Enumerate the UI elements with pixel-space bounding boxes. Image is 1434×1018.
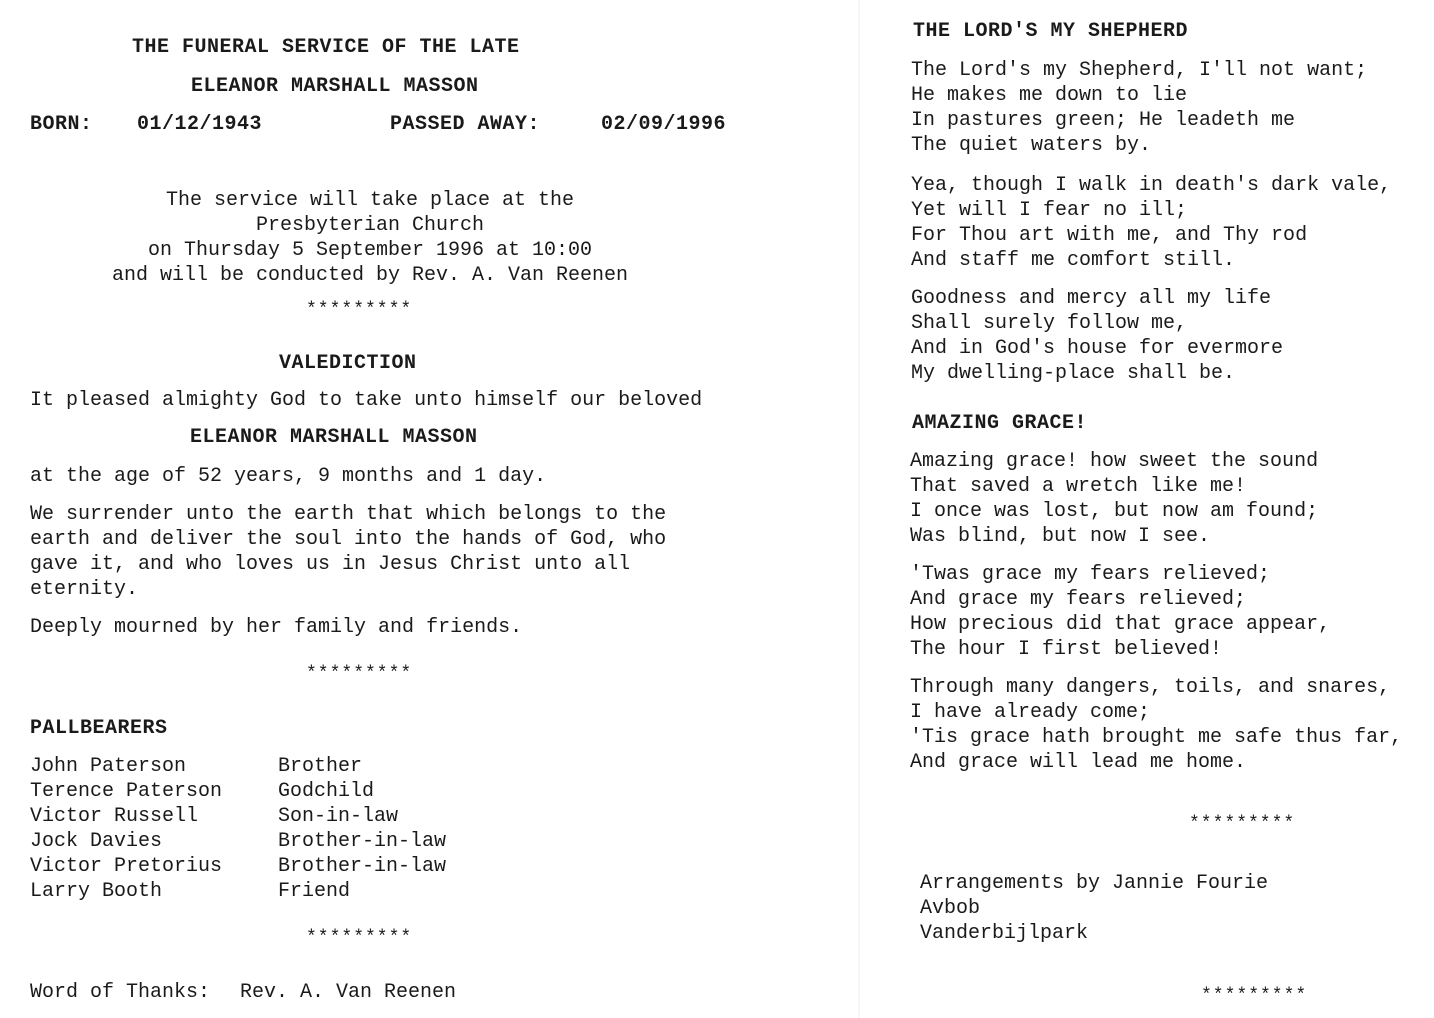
service-line: Presbyterian Church xyxy=(255,214,485,237)
pallbearer-name: Larry Booth xyxy=(30,880,163,903)
hymn-line: 'Twas grace my fears relieved; xyxy=(910,563,1271,586)
pallbearer-name: John Paterson xyxy=(30,755,187,778)
hymn-line: I once was lost, but now am found; xyxy=(910,500,1319,523)
pallbearer-relation: Brother xyxy=(278,755,363,778)
surrender-line: gave it, and who loves us in Jesus Christ unto all xyxy=(30,553,631,576)
surrender-paragraph xyxy=(30,502,666,602)
born-date: 01/12/1943 xyxy=(137,113,263,136)
separator: ********* xyxy=(1189,814,1296,834)
hymn-title-amazing-grace: AMAZING GRACE! xyxy=(912,412,1088,435)
pallbearer-name: Terence Paterson xyxy=(30,780,223,803)
separator: ********* xyxy=(306,300,413,320)
word-of-thanks-label: Word of Thanks: xyxy=(30,981,211,1004)
title-line-1: THE FUNERAL SERVICE OF THE LATE xyxy=(132,36,520,59)
service-details xyxy=(60,188,680,288)
age-line: at the age of 52 years, 9 months and 1 day. xyxy=(30,465,547,488)
born-label: BORN: xyxy=(30,113,93,136)
valediction-intro: It pleased almighty God to take unto himself our beloved xyxy=(30,389,703,412)
passed-away-label: PASSED AWAY: xyxy=(390,113,541,136)
pallbearers-heading: PALLBEARERS xyxy=(30,717,168,740)
service-line: The service will take place at the xyxy=(165,189,575,212)
hymn-line: That saved a wretch like me! xyxy=(910,475,1247,498)
mourned-line: Deeply mourned by her family and friends. xyxy=(30,616,523,639)
valediction-heading: VALEDICTION xyxy=(279,352,417,375)
separator: ********* xyxy=(306,664,413,684)
hymn-line: He makes me down to lie xyxy=(911,84,1188,107)
separator: ********* xyxy=(306,928,413,948)
pallbearer-relations xyxy=(278,754,446,904)
hymn-line: Through many dangers, toils, and snares, xyxy=(910,676,1391,699)
service-line: and will be conducted by Rev. A. Van Reenen xyxy=(111,264,629,287)
pallbearer-relation: Brother-in-law xyxy=(278,830,447,853)
hymn1-verse-2 xyxy=(911,173,1391,273)
hymn-line: Yet will I fear no ill; xyxy=(911,199,1188,222)
passed-away-date: 02/09/1996 xyxy=(601,113,727,136)
hymn-line: Was blind, but now I see. xyxy=(910,525,1211,548)
surrender-line: earth and deliver the soul into the hands of God, who xyxy=(30,528,667,551)
service-line: on Thursday 5 September 1996 at 10:00 xyxy=(147,239,593,262)
hymn-line: The Lord's my Shepherd, I'll not want; xyxy=(911,59,1368,82)
hymn-line: I have already come; xyxy=(910,701,1151,724)
hymn-title-lords-my-shepherd: THE LORD'S MY SHEPHERD xyxy=(913,20,1189,43)
word-of-thanks-name: Rev. A. Van Reenen xyxy=(240,981,457,1004)
hymn-line: My dwelling-place shall be. xyxy=(911,362,1236,385)
hymn-line: And staff me comfort still. xyxy=(911,249,1236,272)
right-page xyxy=(860,0,1434,1018)
pallbearer-relation: Godchild xyxy=(278,780,375,803)
hymn-line: And in God's house for evermore xyxy=(911,337,1284,360)
hymn-line: In pastures green; He leadeth me xyxy=(911,109,1296,132)
arrangements-line: Arrangements by Jannie Fourie xyxy=(920,872,1269,895)
arrangements-line: Avbob xyxy=(920,897,981,920)
hymn-line: The quiet waters by. xyxy=(911,134,1152,157)
hymn-line: The hour I first believed! xyxy=(910,638,1223,661)
hymn-line: Shall surely follow me, xyxy=(911,312,1188,335)
hymn-line: How precious did that grace appear, xyxy=(910,613,1331,636)
surrender-line: eternity. xyxy=(30,578,139,601)
hymn-line: Goodness and mercy all my life xyxy=(911,287,1272,310)
title-line-2: ELEANOR MARSHALL MASSON xyxy=(191,75,479,98)
hymn2-verse-1 xyxy=(910,449,1318,549)
pallbearer-relation: Friend xyxy=(278,880,351,903)
hymn1-verse-3 xyxy=(911,286,1283,386)
surrender-line: We surrender unto the earth that which belongs to the xyxy=(30,503,667,526)
hymn-line: And grace my fears relieved; xyxy=(910,588,1247,611)
pallbearer-name: Jock Davies xyxy=(30,830,163,853)
hymn1-verse-1 xyxy=(911,58,1367,158)
deceased-name: ELEANOR MARSHALL MASSON xyxy=(190,426,478,449)
pallbearer-names xyxy=(30,754,222,904)
hymn-line: And grace will lead me home. xyxy=(910,751,1247,774)
hymn-line: Yea, though I walk in death's dark vale, xyxy=(911,174,1392,197)
pallbearer-relation: Son-in-law xyxy=(278,805,399,828)
hymn2-verse-2 xyxy=(910,562,1330,662)
hymn-line: 'Tis grace hath brought me safe thus far, xyxy=(910,726,1403,749)
hymn-line: Amazing grace! how sweet the sound xyxy=(910,450,1319,473)
pallbearer-name: Victor Russell xyxy=(30,805,199,828)
arrangements-block xyxy=(920,871,1268,946)
arrangements-line: Vanderbijlpark xyxy=(920,922,1089,945)
hymn-line: For Thou art with me, and Thy rod xyxy=(911,224,1308,247)
pallbearer-relation: Brother-in-law xyxy=(278,855,447,878)
pallbearer-name: Victor Pretorius xyxy=(30,855,223,878)
separator: ********* xyxy=(1201,986,1308,1006)
hymn2-verse-3 xyxy=(910,675,1402,775)
